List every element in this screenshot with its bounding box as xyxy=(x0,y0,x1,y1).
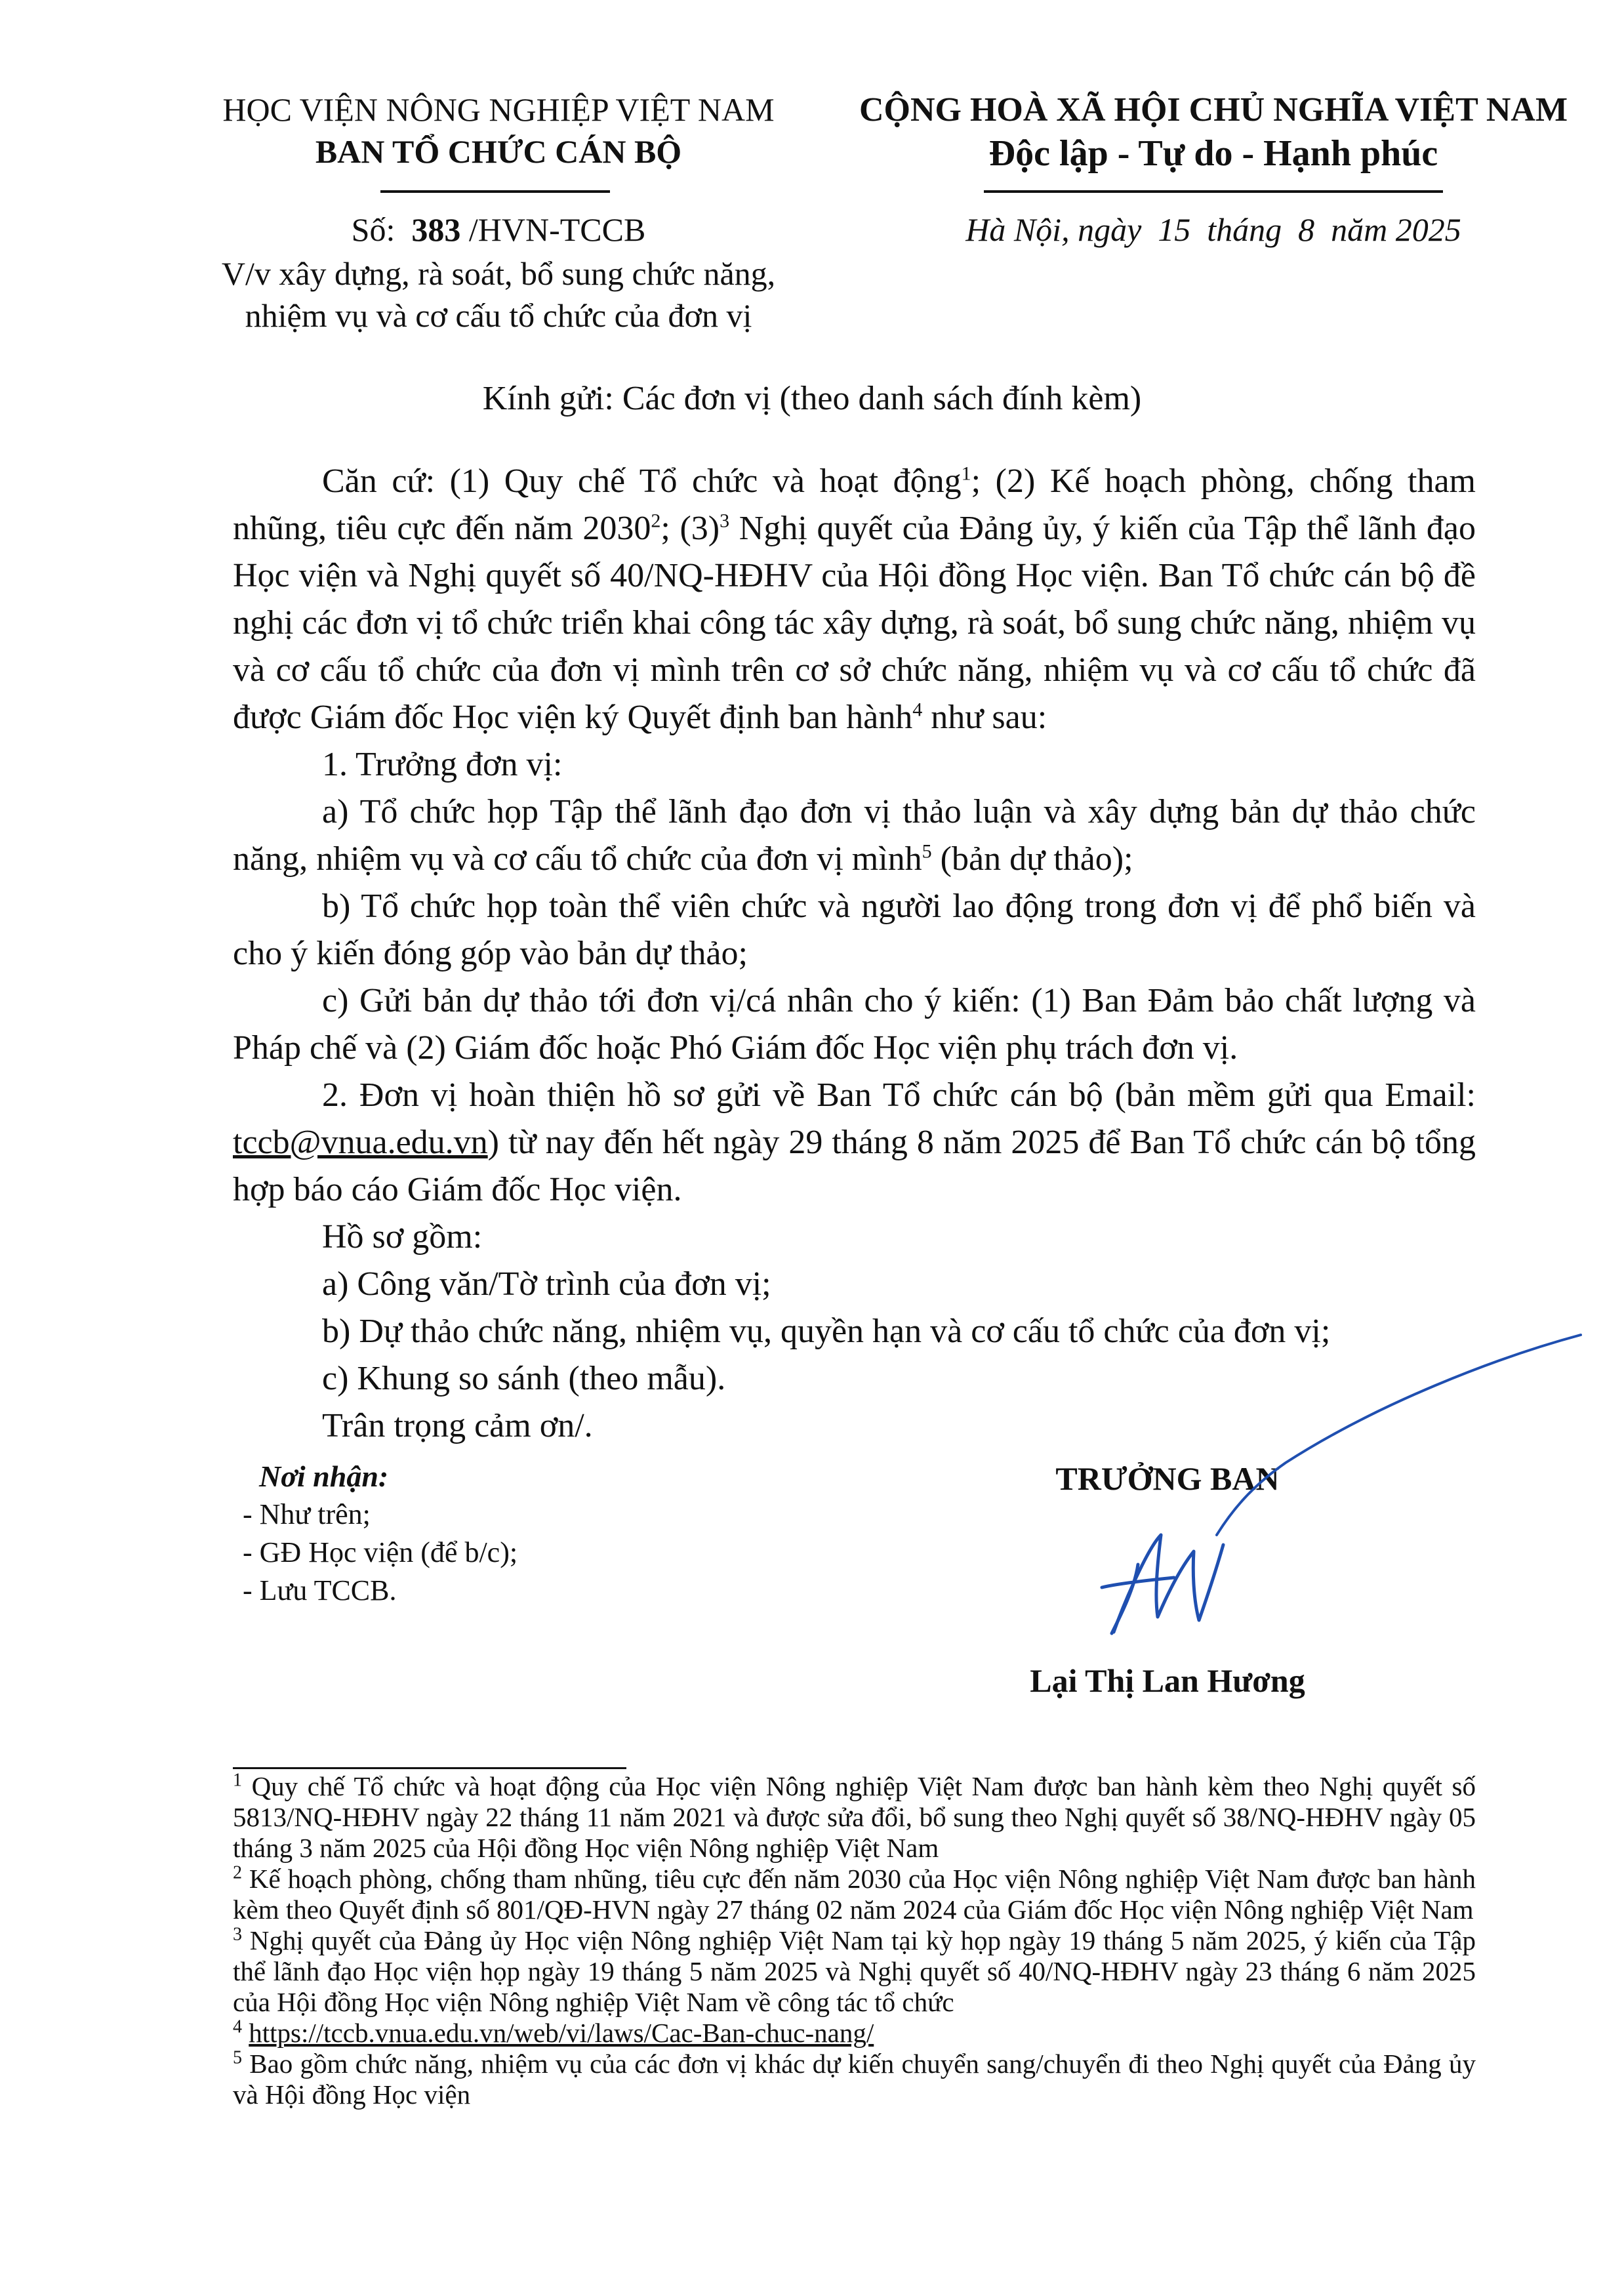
item-2 xyxy=(233,1072,1476,1214)
doc-number xyxy=(177,209,820,251)
footnote-text: Bao gồm chức năng, nhiệm vụ của các đơn vị khác dự kiến chuyển sang/chuyển đi theo Nghị quyết của Đảng ủy và Hội đồng Học viện xyxy=(233,2049,1476,2110)
issuer-institution: HỌC VIỆN NÔNG NGHIỆP VIỆT NAM xyxy=(222,91,775,128)
intro-text-5: như sau: xyxy=(922,699,1047,736)
intro-paragraph xyxy=(233,458,1476,741)
intro-text-4: Nghị quyết của Đảng ủy, ý kiến của Tập thể lãnh đạo Học viện và Nghị quyết số 40/NQ-HĐHV của Hội đồng Học viện. Ban Tổ chức cán bộ đề nghị các đơn vị tổ chức triển khai công tác xây dựng, rà soát, bổ sung chức năng, nhiệm vụ và cơ cấu tổ chức của đơn vị mình trên cơ sở chức năng, nhiệm vụ và cơ cấu tổ chức đã được Giám đốc Học viện ký Quyết định ban hành xyxy=(233,510,1476,736)
signer-title: TRƯỞNG BAN xyxy=(1055,1460,1280,1497)
recipients-title: Nơi nhận: xyxy=(259,1460,389,1493)
item-1a xyxy=(233,788,1476,883)
intro-text-1: Căn cứ: (1) Quy chế Tổ chức và hoạt động xyxy=(322,462,962,500)
footnote-3 xyxy=(233,1925,1476,2018)
item-1c: c) Gửi bản dự thảo tới đơn vị/cá nhân cho ý kiến: (1) Ban Đảm bảo chất lượng và Pháp chế và (2) Giám đốc hoặc Phó Giám đốc Học viện phụ trách đơn vị. xyxy=(233,982,1476,1067)
item-2-tail: ) từ nay đến hết ngày 29 tháng 8 năm 2025 để Ban Tổ chức cán bộ tổng hợp báo cáo Giám đốc Học viện. xyxy=(233,1124,1476,1208)
footnote-1 xyxy=(233,1771,1476,1864)
recipients-block xyxy=(243,1458,833,1610)
signature-stroke xyxy=(1102,1578,1174,1587)
email-link[interactable]: tccb@vnua.edu.vn xyxy=(233,1124,488,1161)
signature-mark xyxy=(1036,1318,1594,1646)
footnote-ref-1: 1 xyxy=(961,462,971,485)
footnotes xyxy=(233,1771,1476,2110)
footnote-ref-4: 4 xyxy=(912,699,923,721)
subject-line1: V/v xây dựng, rà soát, bổ sung chức năng, xyxy=(221,255,776,292)
signer-name: Lại Thị Lan Hương xyxy=(1030,1662,1305,1699)
doc-number-suffix: /HVN-TCCB xyxy=(468,211,646,248)
item-1a-text: a) Tổ chức họp Tập thể lãnh đạo đơn vị thảo luận và xây dựng bản dự thảo chức năng, nhiệm vụ và cơ cấu tổ chức của đơn vị mình xyxy=(233,793,1476,878)
footnote-2 xyxy=(233,1864,1476,1925)
recipient-item: - GĐ Học viện (để b/c); xyxy=(243,1536,518,1568)
intro-text-3: ; (3) xyxy=(660,510,720,547)
footnote-ref-3: 3 xyxy=(720,510,730,532)
doc-number-prefix: Số: xyxy=(351,211,396,248)
footnote-number: 2 xyxy=(233,1862,242,1883)
dossier-item-c: c) Khung so sánh (theo mẫu). xyxy=(322,1360,726,1397)
motto-underline xyxy=(984,190,1443,193)
dossier-item-b: b) Dự thảo chức năng, nhiệm vụ, quyền hạn và cơ cấu tổ chức của đơn vị; xyxy=(322,1313,1331,1350)
dossier-title: Hồ sơ gồm: xyxy=(322,1218,483,1256)
footnote-text: Quy chế Tổ chức và hoạt động của Học viện Nông nghiệp Việt Nam được ban hành kèm theo Nghị quyết số 5813/NQ-HĐHV ngày 22 tháng 11 năm 2021 và được sửa đổi, bổ sung theo Nghị quyết số 38/NQ-HĐHV ngày 05 tháng 3 năm 2025 của Hội đồng Học viện Nông nghiệp Việt Nam xyxy=(233,1771,1476,1863)
item-1b: b) Tổ chức họp toàn thể viên chức và người lao động trong đơn vị để phổ biến và cho ý kiến đóng góp vào bản dự thảo; xyxy=(233,888,1476,972)
footnote-number: 3 xyxy=(233,1924,242,1945)
national-heading xyxy=(853,89,1574,175)
signature-stroke xyxy=(1217,1335,1581,1535)
footnote-5 xyxy=(233,2049,1476,2110)
national-name: CỘNG HOÀ XÃ HỘI CHỦ NGHĨA VIỆT NAM xyxy=(859,91,1568,129)
footnote-ref-2: 2 xyxy=(651,510,661,532)
footnote-4 xyxy=(233,2018,1476,2049)
issuer-department: BAN TỔ CHỨC CÁN BỘ xyxy=(315,133,682,170)
national-motto: Độc lập - Tự do - Hạnh phúc xyxy=(988,133,1438,174)
footnote-number: 4 xyxy=(233,2016,242,2037)
item-2-text: 2. Đơn vị hoàn thiện hồ sơ gửi về Ban Tổ chức cán bộ (bản mềm gửi qua Email: xyxy=(322,1076,1476,1114)
footnote-text: Nghị quyết của Đảng ủy Học viện Nông nghiệp Việt Nam tại kỳ họp ngày 19 tháng 5 năm 2025, ý kiến của Tập thể lãnh đạo Học viện họp ngày 19 tháng 5 năm 2025 và Nghị quyết số 40/NQ-HĐHV ngày 23 tháng 6 năm 2025 của Hội đồng Học viện Nông nghiệp Việt Nam về công tác tổ chức xyxy=(233,1925,1476,2017)
footnote-number: 1 xyxy=(233,1770,242,1791)
item-1a-tail: (bản dự thảo); xyxy=(931,840,1133,878)
footnote-text: Kế hoạch phòng, chống tham nhũng, tiêu cực đến năm 2030 của Học viện Nông nghiệp Việt Nam được ban hành kèm theo Quyết định số 801/QĐ-HVN ngày 27 tháng 02 năm 2024 của Giám đốc Học viện Nông nghiệp Việt Nam xyxy=(233,1864,1476,1925)
recipient-item: - Lưu TCCB. xyxy=(243,1574,397,1606)
footnote-link[interactable]: https://tccb.vnua.edu.vn/web/vi/laws/Cac-Ban-chuc-nang/ xyxy=(249,2018,874,2048)
recipient-item: - Như trên; xyxy=(243,1498,371,1530)
letter-body xyxy=(233,458,1476,1450)
footnote-separator xyxy=(233,1767,626,1769)
doc-number-value: 383 xyxy=(411,211,461,248)
footnote-ref-5: 5 xyxy=(922,840,932,863)
date-line: Hà Nội, ngày 15 tháng 8 năm 2025 xyxy=(965,211,1461,248)
addressee: Kính gửi: Các đơn vị (theo danh sách đính kèm) xyxy=(482,380,1142,417)
footnote-number: 5 xyxy=(233,2047,242,2068)
closing-line: Trân trọng cảm ơn/. xyxy=(322,1407,593,1444)
issuer-block xyxy=(177,89,820,173)
dossier-item-a: a) Công văn/Tờ trình của đơn vị; xyxy=(322,1265,771,1303)
subject-line2: nhiệm vụ và cơ cấu tổ chức của đơn vị xyxy=(245,297,752,334)
subject-block xyxy=(177,253,820,337)
issuer-underline xyxy=(380,190,610,193)
intro-text-2: ; (2) Kế hoạch phòng, chống tham nhũng, tiêu cực đến năm 2030 xyxy=(233,462,1476,547)
item-1: 1. Trưởng đơn vị: xyxy=(322,746,563,783)
